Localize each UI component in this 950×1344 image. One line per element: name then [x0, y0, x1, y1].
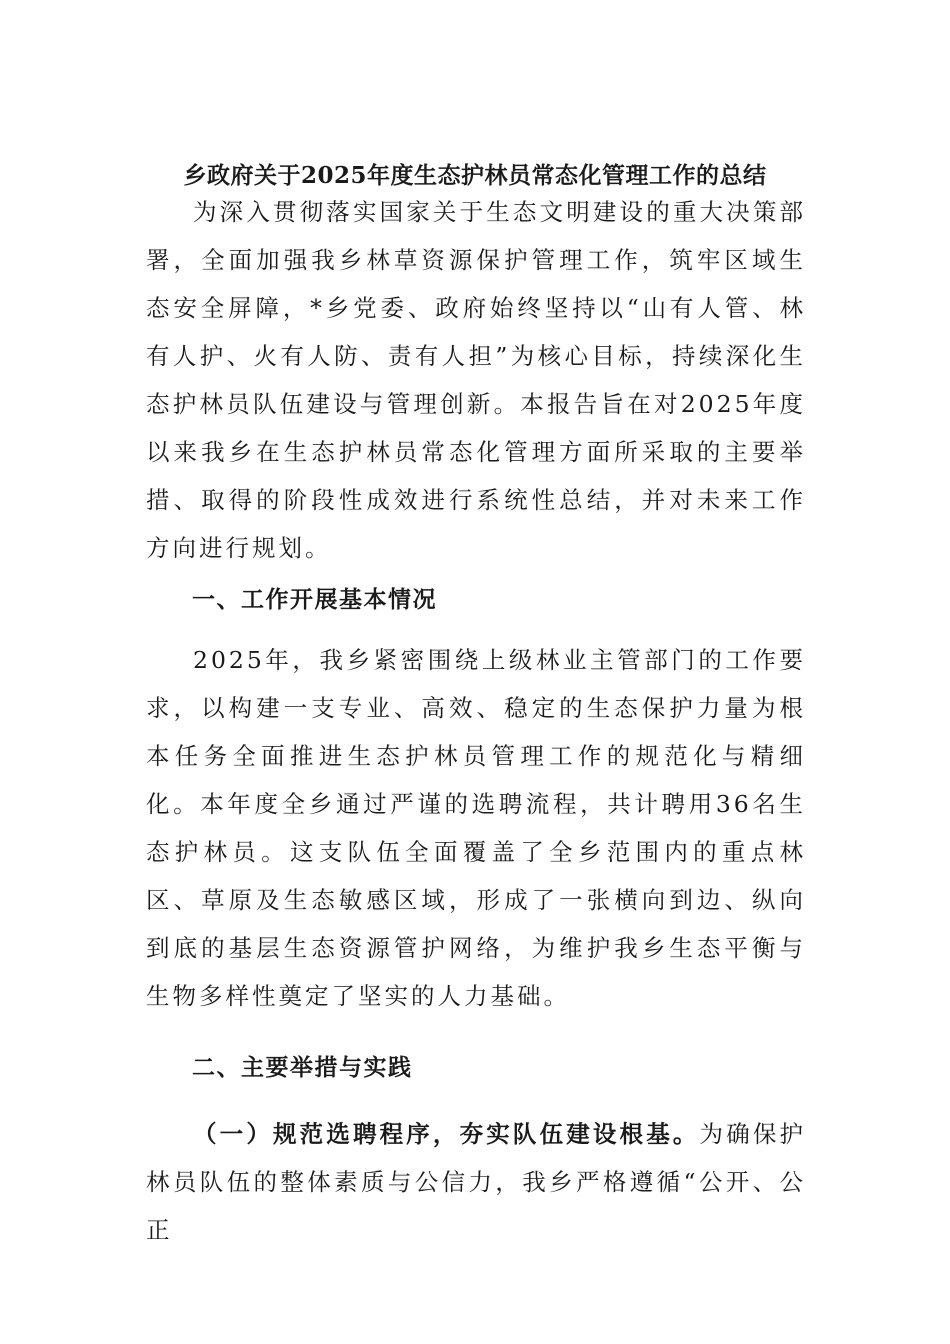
section-2-item-1-paragraph	[146, 1110, 806, 1254]
section-2-item-1-body: 为确保护林员队伍的整体素质与公信力，我乡严格遵循“公开、公正	[146, 1120, 807, 1244]
section-2-item-1-lead: （一）规范选聘程序，夯实队伍建设根基。	[193, 1120, 700, 1148]
section-1-paragraph: 2025年，我乡紧密围绕上级林业主管部门的工作要求，以构建一支专业、高效、稳定的生态保护力量为根本任务全面推进生态护林员管理工作的规范化与精细化。本年度全乡通过严谨的选聘流程，共计聘用36名生态护林员。这支队伍全面覆盖了全乡范围内的重点林区、草原及生态敏感区域，形成了一张横向到边、纵向到底的基层生态资源管护网络，为维护我乡生态平衡与生物多样性奠定了坚实的人力基础。	[146, 646, 806, 1010]
document-title: 乡政府关于2025年度生态护林员常态化管理工作的总结	[183, 162, 767, 189]
intro-paragraph: 为深入贯彻落实国家关于生态文明建设的重大决策部署，全面加强我乡林草资源保护管理工作，筑牢区域生态安全屏障，*乡党委、政府始终坚持以“山有人管、林有人护、火有人防、责有人担”为核心目标，持续深化生态护林员队伍建设与管理创新。本报告旨在对2025年度以来我乡在生态护林员常态化管理方面所采取的主要举措、取得的阶段性成效进行系统性总结，并对未来工作方向进行规划。	[146, 198, 806, 562]
section-2-heading: 二、主要举措与实践	[192, 1054, 413, 1081]
section-1-heading: 一、工作开展基本情况	[192, 586, 437, 613]
